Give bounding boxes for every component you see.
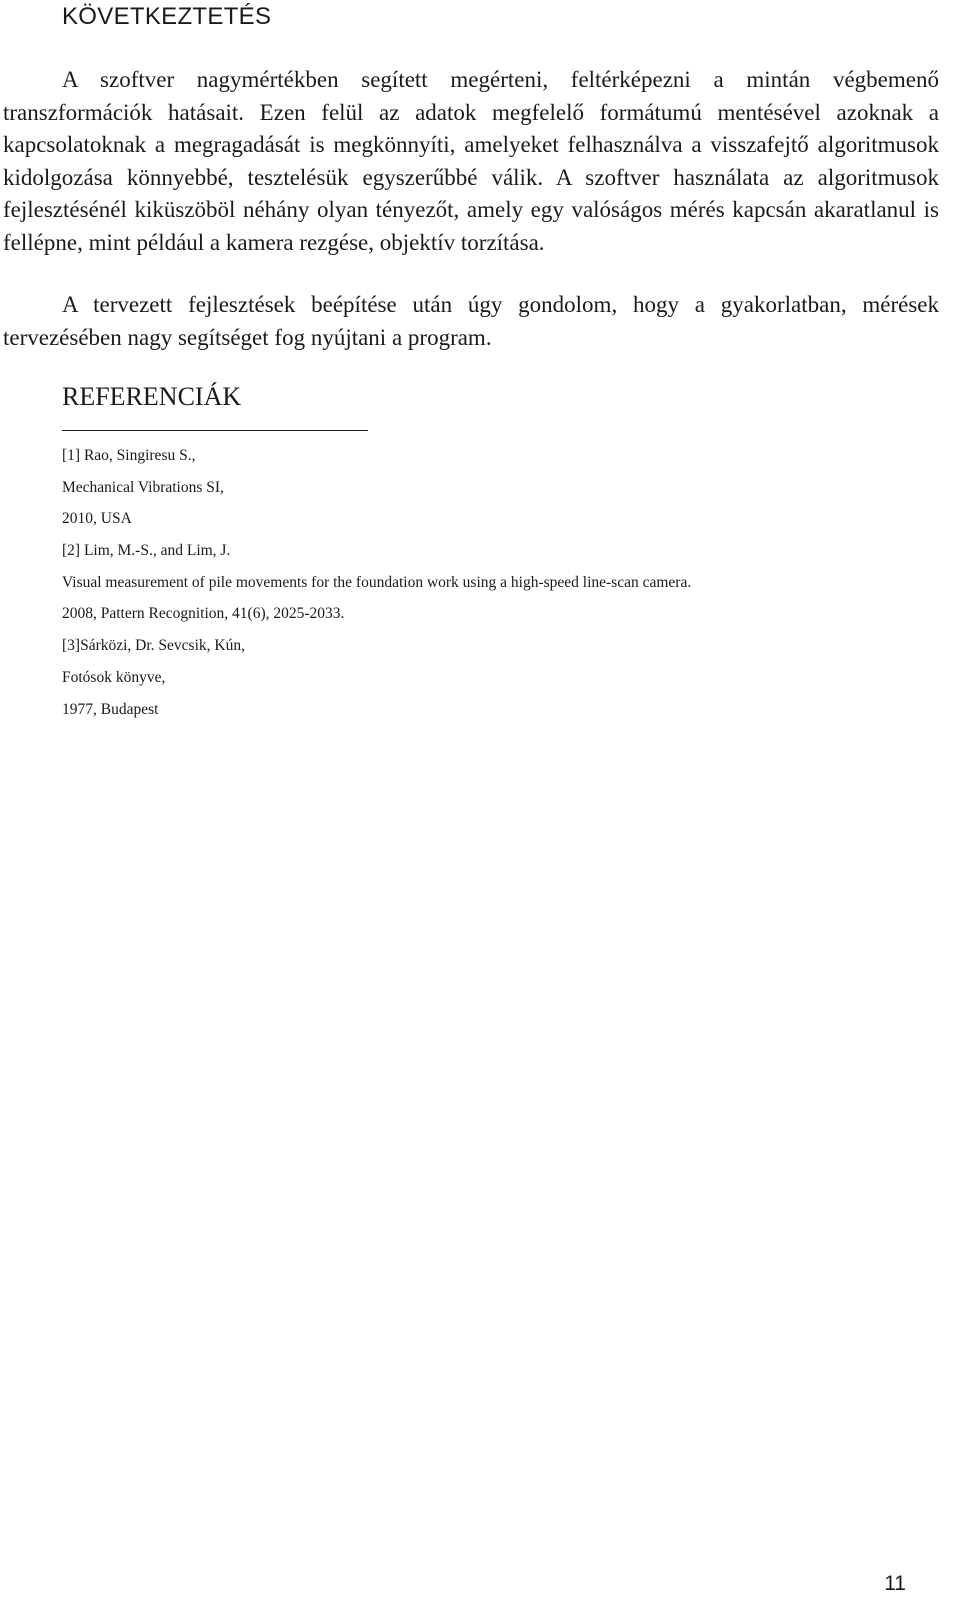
reference-line: Visual measurement of pile movements for the foundation work using a high-speed line-scan camera. xyxy=(62,573,692,591)
conclusion-heading: KÖVETKEZTETÉS xyxy=(62,3,272,30)
reference-line: [3]Sárközi, Dr. Sevcsik, Kún, xyxy=(62,637,245,655)
conclusion-paragraph-1: A szoftver nagymértékben segített megérteni, feltérképezni a mintán végbemenő transzformációk hatásait. Ezen felül az adatok megfelelő formátumú mentésével azoknak a kapcsolatoknak a megragadását is megkönnyíti, amelyeket felhasználva a visszafejtő algoritmusok kidolgozása könnyebbé, tesztelésük egyszerűbbé válik. A szoftver használata az algoritmusok fejlesztésénél kiküszöböl néhány olyan tényezőt, amely egy valóságos mérés kapcsán akaratlanul is fellépne, mint például a kamera rezgése, objektív torzítása. xyxy=(3,67,939,255)
reference-line: [1] Rao, Singiresu S., xyxy=(62,447,196,464)
references-divider xyxy=(62,430,368,431)
references-list xyxy=(62,440,691,725)
reference-line: 2010, USA xyxy=(62,510,132,528)
reference-line: 1977, Budapest xyxy=(62,700,159,718)
references-heading: REFERENCIÁK xyxy=(62,382,242,411)
page-number: 11 xyxy=(884,1572,906,1595)
reference-line: Fotósok könyve, xyxy=(62,668,166,686)
conclusion-paragraph-2: A tervezett fejlesztések beépítése után úgy gondolom, hogy a gyakorlatban, mérések tervezésében nagy segítséget fog nyújtani a program. xyxy=(3,292,939,350)
reference-line: [2] Lim, M.-S., and Lim, J. xyxy=(62,542,231,560)
reference-line: 2008, Pattern Recognition, 41(6), 2025-2033. xyxy=(62,605,345,623)
reference-line: Mechanical Vibrations SI, xyxy=(62,478,224,496)
